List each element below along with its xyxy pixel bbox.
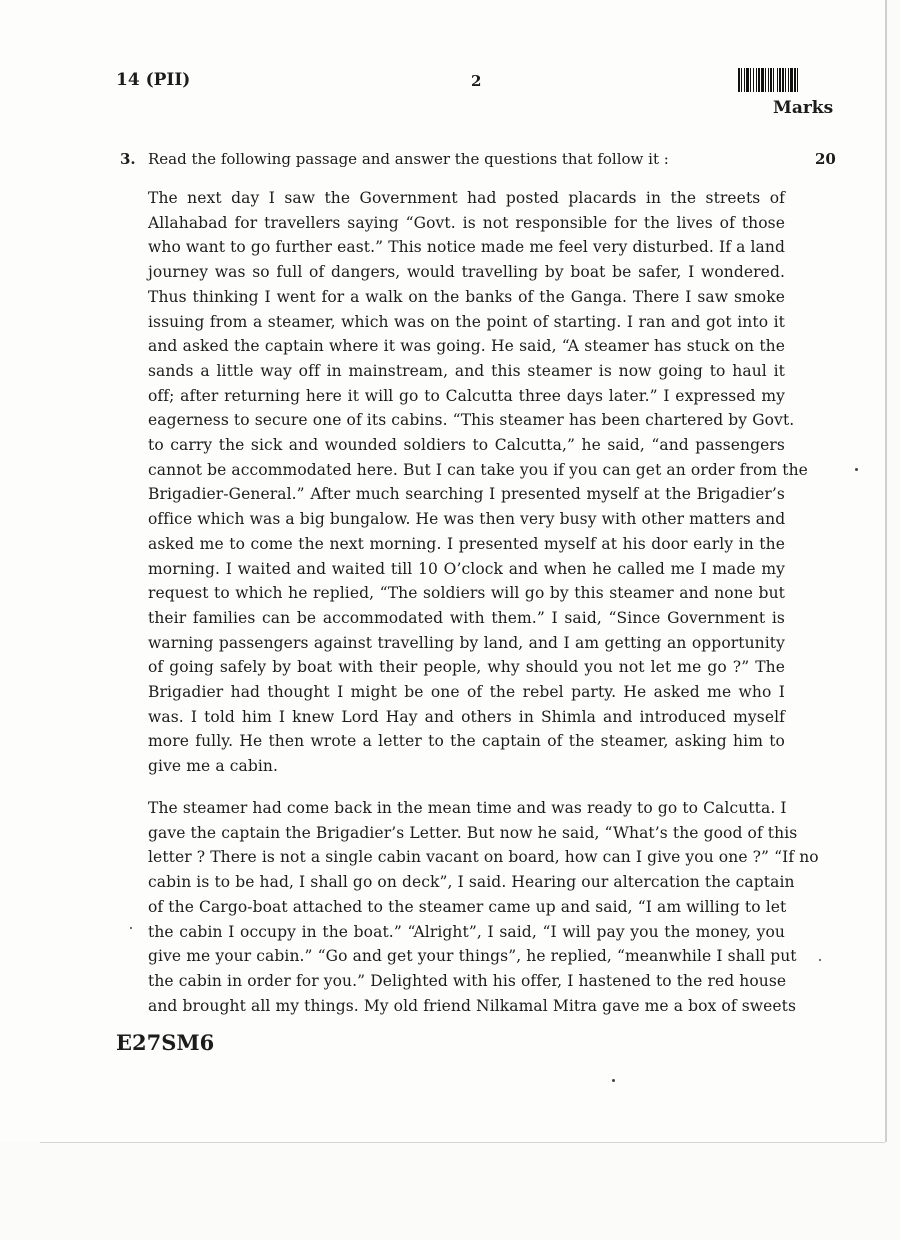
scan-speck xyxy=(612,1079,615,1082)
passage-line: request to which he replied, “The soldiers will go by this steamer and none but xyxy=(148,584,785,603)
passage-line: give me your cabin.” “Go and get your things”, he replied, “meanwhile I shall put xyxy=(148,947,797,966)
page-edge xyxy=(40,1142,885,1143)
passage-line: The steamer had come back in the mean time and was ready to go to Calcutta. I xyxy=(148,799,787,817)
scan-speck xyxy=(130,927,132,929)
marks-column-heading: Marks xyxy=(773,98,834,118)
passage-line: gave the captain the Brigadier’s Letter. But now he said, “What’s the good of this xyxy=(148,823,798,842)
passage-line: who want to go further east.” This notice made me feel very disturbed. If a land xyxy=(148,238,785,257)
passage-line: and asked the captain where it was going. He said, “A steamer has stuck on the xyxy=(148,337,785,356)
question-number: 3. xyxy=(120,150,136,168)
passage-line: their families can be accommodated with them.” I said, “Since Government is xyxy=(148,608,785,627)
booklet-code: E27SM6 xyxy=(116,1030,215,1055)
scan-speck xyxy=(855,468,858,471)
passage-line: sands a little way off in mainstream, and this steamer is now going to haul it xyxy=(148,361,785,380)
passage-line: letter ? There is not a single cabin vacant on board, how can I give you one ?” “If no xyxy=(148,848,819,867)
paper-code: 14 (PII) xyxy=(116,70,191,90)
passage-line: of going safely by boat with their people, why should you not let me go ?” The xyxy=(148,658,785,677)
passage-line: more fully. He then wrote a letter to the captain of the steamer, asking him to xyxy=(148,732,785,751)
passage-line: office which was a big bungalow. He was then very busy with other matters and xyxy=(148,510,786,529)
passage-line: journey was so full of dangers, would travelling by boat be safer, I wondered. xyxy=(148,263,785,282)
passage-line: off; after returning here it will go to Calcutta three days later.” I expressed my xyxy=(148,386,785,405)
question-marks: 20 xyxy=(815,150,836,168)
passage-line: the cabin I occupy in the boat.” “Alright”, I said, “I will pay you the money, you xyxy=(148,922,785,941)
passage-line: and brought all my things. My old friend Nilkamal Mitra gave me a box of sweets xyxy=(148,996,797,1015)
page-number: 2 xyxy=(471,72,482,90)
passage-line: The next day I saw the Government had posted placards in the streets of xyxy=(148,189,785,207)
passage-line: cannot be accommodated here. But I can take you if you can get an order from the xyxy=(148,460,808,479)
passage-line: issuing from a steamer, which was on the point of starting. I ran and got into it xyxy=(148,312,785,331)
passage-line: morning. I waited and waited till 10 O’clock and when he called me I made my xyxy=(148,559,785,578)
passage-line: Thus thinking I went for a walk on the banks of the Ganga. There I saw smoke xyxy=(148,287,785,306)
passage-line: Allahabad for travellers saying “Govt. is not responsible for the lives of those xyxy=(148,213,785,232)
passage-line: Brigadier had thought I might be one of the rebel party. He asked me who I xyxy=(148,683,785,702)
passage-paragraph-2 xyxy=(148,796,819,1018)
passage-line: eagerness to secure one of its cabins. “This steamer has been chartered by Govt. xyxy=(148,411,795,430)
passage-line: asked me to come the next morning. I presented myself at his door early in the xyxy=(148,534,785,553)
question-prompt: Read the following passage and answer the questions that follow it : xyxy=(148,150,669,168)
passage-line: Brigadier-General.” After much searching I presented myself at the Brigadier’s xyxy=(148,485,785,504)
passage-line: give me a cabin. xyxy=(148,757,279,776)
barcode-bar xyxy=(798,68,800,92)
passage-line: to carry the sick and wounded soldiers to Calcutta,” he said, “and passengers xyxy=(148,436,785,455)
passage-line: of the Cargo-boat attached to the steamer came up and said, “I am willing to let xyxy=(148,897,787,916)
passage-paragraph-1 xyxy=(148,186,808,779)
barcode-image xyxy=(738,68,838,92)
passage-line: warning passengers against travelling by land, and I am getting an opportunity xyxy=(148,633,785,652)
passage-line: the cabin in order for you.” Delighted with his offer, I hastened to the red house xyxy=(148,971,787,990)
scan-speck xyxy=(819,959,821,961)
passage-line: cabin is to be had, I shall go on deck”, I said. Hearing our altercation the captain xyxy=(148,873,795,892)
passage-line: was. I told him I knew Lord Hay and others in Shimla and introduced myself xyxy=(148,707,785,726)
